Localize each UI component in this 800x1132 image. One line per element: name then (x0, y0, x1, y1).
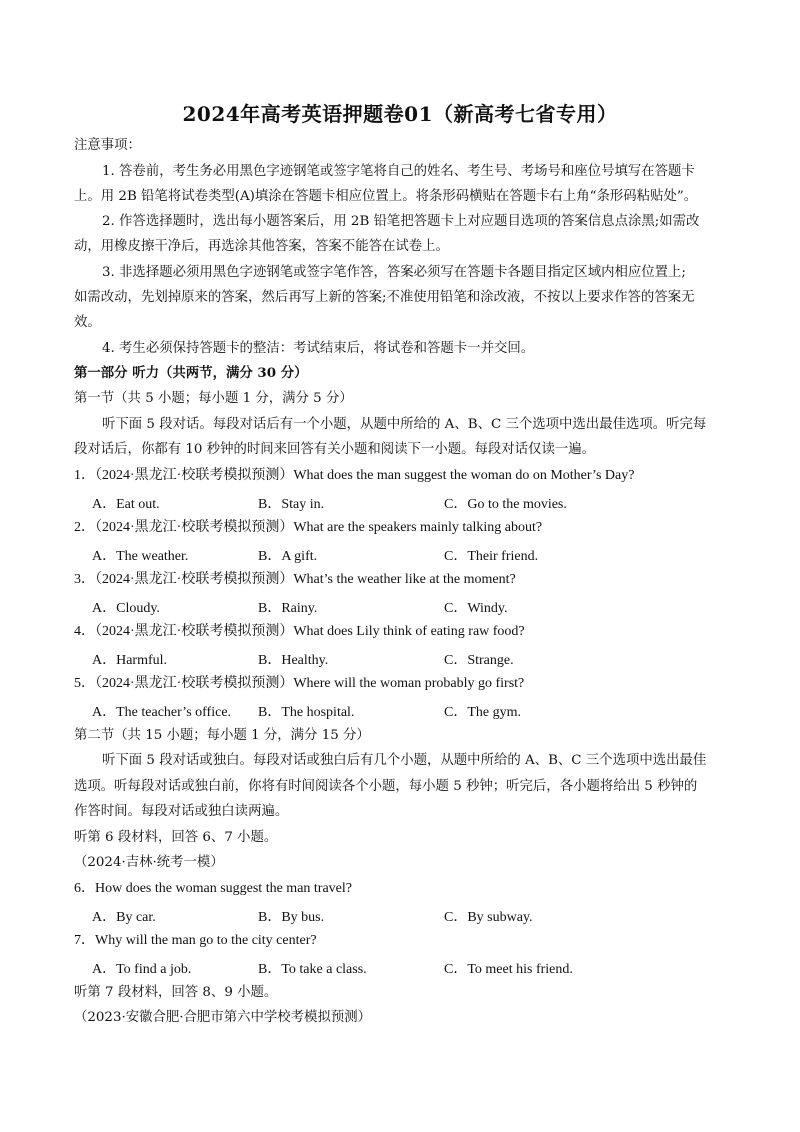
question-6-stem: 6．How does the woman suggest the man travel? (74, 881, 352, 896)
question-5-stem: 5．（2024·黑龙江·校联考模拟预测）Where will the woman probably go first? (74, 676, 525, 691)
question-4-options (92, 649, 692, 667)
material-6-label: 听第 6 段材料，回答 6、7 小题。 (74, 830, 278, 845)
notice-item-2-line-2: 动，用橡皮擦干净后，再选涂其他答案，答案不能答在试卷上。 (74, 239, 449, 254)
question-3-option-c[interactable]: C．Windy. (444, 601, 508, 616)
question-4-option-a[interactable]: A．Harmful. (92, 653, 168, 668)
material-7-label: 听第 7 段材料，回答 8、9 小题。 (74, 985, 278, 1000)
notice-item-4: 4. 考生必须保持答题卡的整洁：考试结束后，将试卷和答题卡一并交回。 (102, 341, 535, 356)
question-2-option-c[interactable]: C．Their friend. (444, 549, 539, 564)
question-6-option-a[interactable]: A．By car. (92, 910, 156, 925)
question-7-stem: 7．Why will the man go to the city center? (74, 933, 317, 948)
section2-heading: 第二节（共 15 小题；每小题 1 分，满分 15 分） (74, 728, 370, 743)
notice-item-2-line-1: 2. 作答选择题时，选出每小题答案后，用 2B 铅笔把答题卡上对应题目选项的答案信息点涂黑;如需改 (102, 214, 700, 229)
question-6-options (92, 906, 692, 924)
material-6-source: （2024·吉林·统考一模） (74, 855, 224, 870)
question-7-option-b[interactable]: B．To take a class. (258, 962, 367, 977)
notice-item-3-line-3: 效。 (74, 315, 101, 330)
question-5-option-b[interactable]: B．The hospital. (258, 705, 355, 720)
notice-item-1-line-1: 1. 答卷前，考生务必用黑色字迹钢笔或签字笔将自己的姓名、考生号、考场号和座位号填写在答题卡 (102, 164, 695, 179)
question-1-stem: 1．（2024·黑龙江·校联考模拟预测）What does the man suggest the woman do on Mother’s Day? (74, 468, 635, 483)
question-5-option-a[interactable]: A．The teacher’s office. (92, 705, 232, 720)
section1-heading: 第一节（共 5 小题；每小题 1 分，满分 5 分） (74, 391, 353, 406)
question-5-options (92, 701, 692, 719)
question-3-options (92, 597, 692, 615)
question-3-option-b[interactable]: B．Rainy. (258, 601, 318, 616)
section1-instructions-line-2: 段对话后，你都有 10 秒钟的时间来回答有关小题和阅读下一小题。每段对话仅读一遍。 (74, 442, 596, 457)
question-1-option-a[interactable]: A．Eat out. (92, 497, 160, 512)
question-5-option-c[interactable]: C．The gym. (444, 705, 521, 720)
question-7-option-c[interactable]: C．To meet his friend. (444, 962, 573, 977)
notice-item-1-line-2: 上。用 2B 铅笔将试卷类型(A)填涂在答题卡相应位置上。将条形码横贴在答题卡右上角“条形码粘贴处”。 (74, 189, 698, 204)
page-title: 2024年高考英语押题卷01（新高考七省专用） (182, 102, 618, 126)
question-4-stem: 4．（2024·黑龙江·校联考模拟预测）What does Lily think of eating raw food? (74, 624, 525, 639)
question-4-option-b[interactable]: B．Healthy. (258, 653, 329, 668)
question-1-option-b[interactable]: B．Stay in. (258, 497, 325, 512)
section2-instructions-line-3: 作答时间。每段对话或独白读两遍。 (74, 804, 289, 819)
notice-item-3-line-2: 如需改动，先划掉原来的答案，然后再写上新的答案;不准使用铅笔和涂改液，不按以上要求作答的答案无 (74, 290, 695, 305)
section2-instructions-line-1: 听下面 5 段对话或独白。每段对话或独白后有几个小题，从题中所给的 A、B、C 三个选项中选出最佳 (102, 753, 707, 768)
notice-heading: 注意事项： (74, 138, 141, 153)
question-3-stem: 3．（2024·黑龙江·校联考模拟预测）What’s the weather like at the moment? (74, 572, 516, 587)
part1-heading: 第一部分 听力（共两节，满分 30 分） (74, 365, 308, 381)
question-2-option-a[interactable]: A．The weather. (92, 549, 189, 564)
question-6-option-c[interactable]: C．By subway. (444, 910, 533, 925)
question-7-options (92, 958, 692, 976)
question-2-stem: 2．（2024·黑龙江·校联考模拟预测）What are the speakers mainly talking about? (74, 520, 543, 535)
question-4-option-c[interactable]: C．Strange. (444, 653, 514, 668)
question-2-option-b[interactable]: B．A gift. (258, 549, 318, 564)
material-7-source: （2023·安徽合肥·合肥市第六中学校考模拟预测） (74, 1010, 372, 1025)
question-6-option-b[interactable]: B．By bus. (258, 910, 325, 925)
question-1-options (92, 493, 692, 511)
question-3-option-a[interactable]: A．Cloudy. (92, 601, 160, 616)
question-2-options (92, 545, 692, 563)
notice-item-3-line-1: 3. 非选择题必须用黑色字迹钢笔或签字笔作答，答案必须写在答题卡各题目指定区域内相应位置上; (102, 265, 686, 280)
section2-instructions-line-2: 选项。听每段对话或独白前，你将有时间阅读各个小题，每小题 5 秒钟；听完后，各小题将给出 5 秒钟的 (74, 779, 698, 794)
question-1-option-c[interactable]: C．Go to the movies. (444, 497, 567, 512)
question-7-option-a[interactable]: A．To find a job. (92, 962, 192, 977)
section1-instructions-line-1: 听下面 5 段对话。每段对话后有一个小题，从题中所给的 A、B、C 三个选项中选出最佳选项。听完每 (102, 417, 707, 432)
